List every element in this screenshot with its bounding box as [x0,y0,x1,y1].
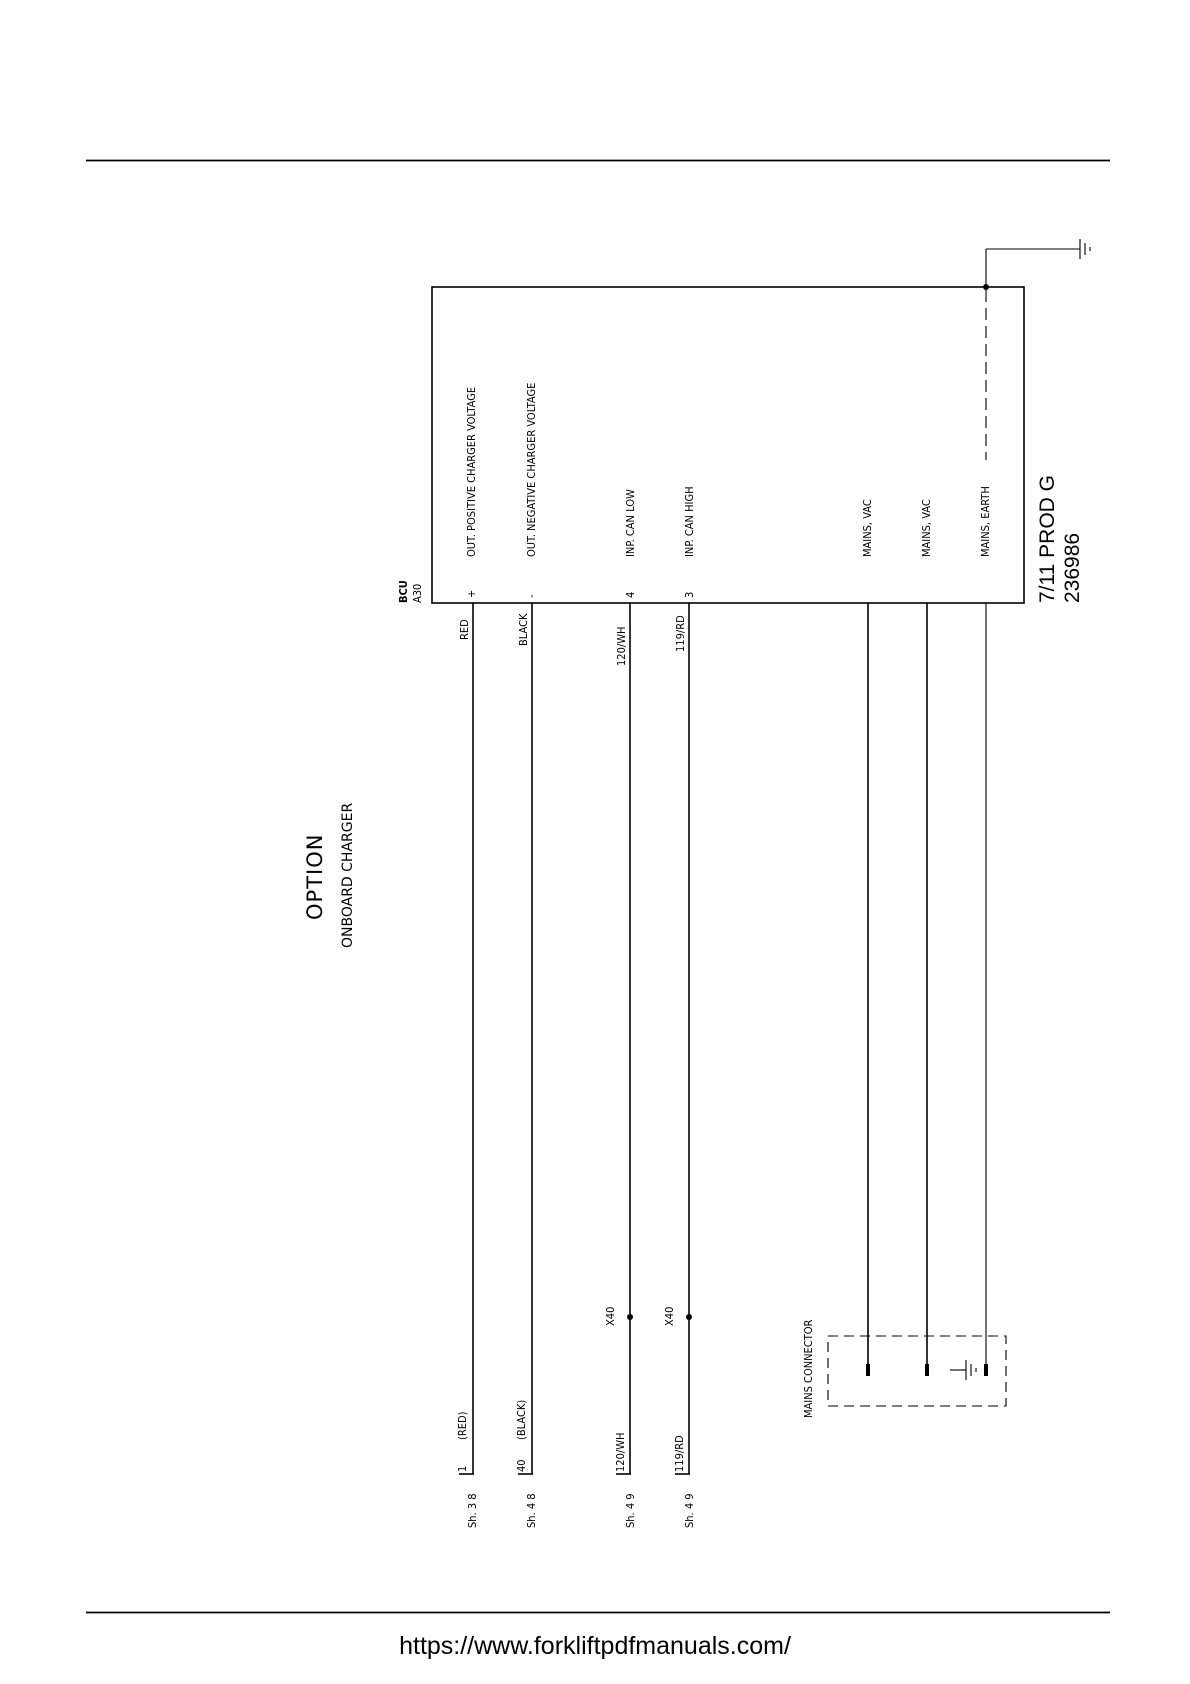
wire-num-40: 40 [515,1459,528,1472]
mains-function-vac-2: MAINS, VAC [920,499,933,557]
sheet-ref-can-high: Sh. 4 9 [683,1493,696,1528]
pin-number-negative: - [525,594,538,598]
footer-url: https://www.forkliftpdfmanuals.com/ [399,1632,791,1660]
wire-color-black: (BLACK) [515,1399,528,1440]
mains-pin-vac-1 [866,1364,870,1376]
sheet-ref-positive: Sh. 3 8 [466,1493,479,1528]
title-onboard-charger: ONBOARD CHARGER [340,802,356,948]
wire-label-red: RED [458,619,471,640]
pin-number-positive: + [465,589,478,598]
mains-pin-vac-2 [925,1364,929,1376]
pin-number-can-low: 4 [624,591,637,598]
pin-function-can-high: INP. CAN HIGH [683,486,696,557]
wire-num-1: 1 [456,1465,469,1472]
revision-prod: 7/11 PROD G [1036,475,1059,603]
ground-icon-top [1080,239,1090,259]
wire-label-119rd-bottom: 119/RD [673,1435,686,1472]
earth-junction [983,284,989,290]
mains-connector-box [828,1336,1006,1406]
junction-x40-can-high [686,1314,692,1320]
mains-connector-label: MAINS CONNECTOR [802,1319,815,1418]
diagram-title [303,803,356,948]
wire-label-black: BLACK [517,613,530,646]
pin-number-can-high: 3 [683,591,696,598]
revision-number: 236986 [1061,532,1084,603]
ground-icon-connector [950,1360,976,1380]
wire-label-119rd-top: 119/RD [674,615,687,652]
sheet-ref-negative: Sh. 4 8 [525,1493,538,1528]
bcu-name: BCU [397,580,410,603]
bcu-ref: A30 [411,583,424,603]
title-option: OPTION [303,833,327,920]
pin-function-can-low: INP. CAN LOW [624,489,637,557]
connector-x40-can-low: X40 [604,1306,617,1326]
wire-color-red: (RED) [456,1411,469,1440]
sheet-ref-can-low: Sh. 4 9 [624,1493,637,1528]
junction-x40-can-low [627,1314,633,1320]
pin-function-positive: OUT. POSITIVE CHARGER VOLTAGE [465,386,478,557]
pin-function-negative: OUT. NEGATIVE CHARGER VOLTAGE [525,382,538,557]
mains-pin-earth [984,1364,988,1376]
bcu-box [432,287,1024,603]
wire-label-120wh-bottom: 120/WH [614,1432,627,1472]
mains-function-vac-1: MAINS, VAC [861,499,874,557]
mains-function-earth: MAINS, EARTH [979,486,992,557]
wire-label-120wh-top: 120/WH [615,626,628,666]
connector-x40-can-high: X40 [663,1306,676,1326]
